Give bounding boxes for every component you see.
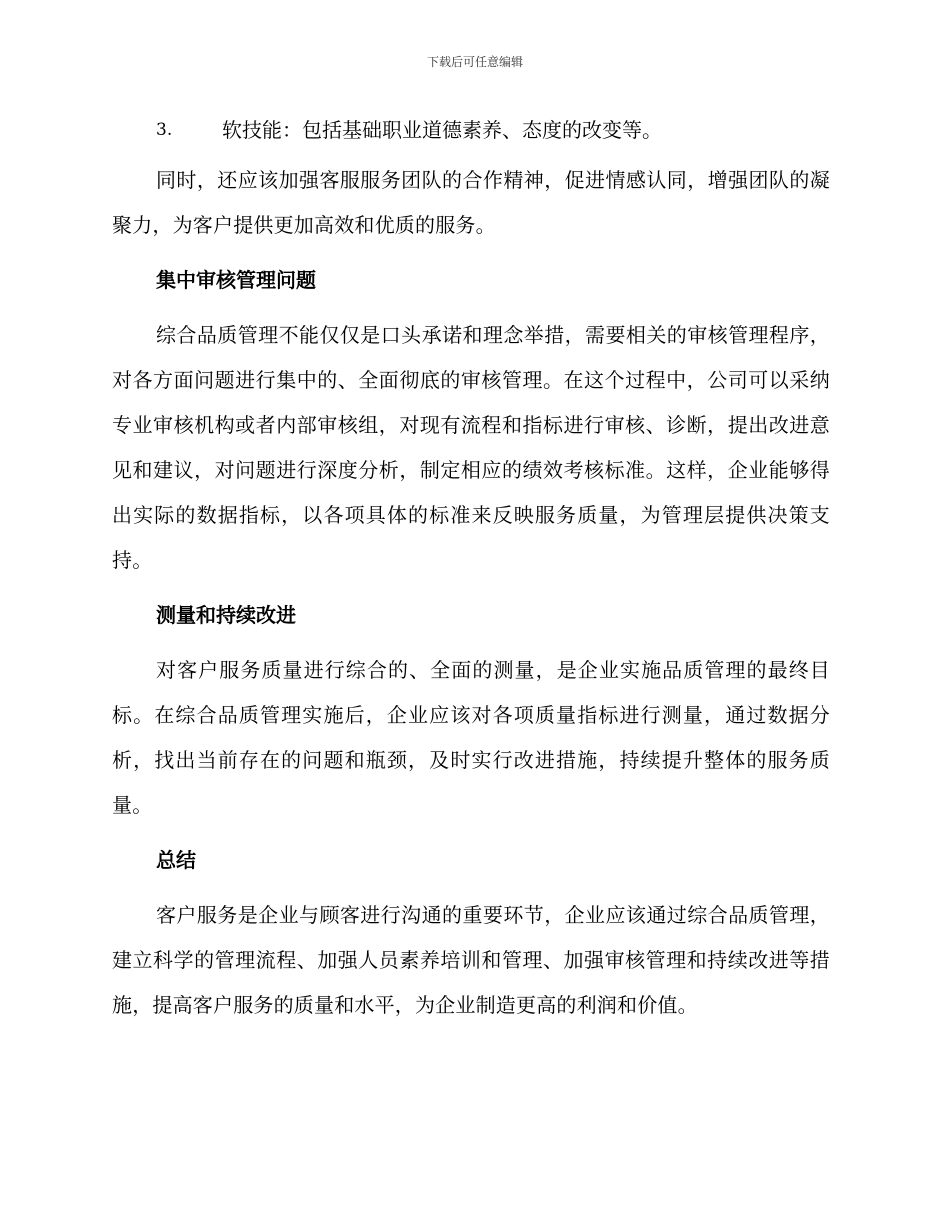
page-header: 下载后可任意编辑 <box>426 55 523 69</box>
paragraph-team-spirit: 同时，还应该加强客服服务团队的合作精神，促进情感认同，增强团队的凝聚力，为客户提供更加高效和优质的服务。 <box>112 168 830 237</box>
list-item-number: 3. <box>156 120 173 140</box>
list-item <box>112 110 830 150</box>
list-item-text: 软技能：包括基础职业道德素养、态度的改变等。 <box>222 118 662 142</box>
paragraph-summary: 客户服务是企业与顾客进行沟通的重要环节，企业应该通过综合品质管理，建立科学的管理流程、加强人员素养培训和管理、加强审核管理和持续改进等措施，提高客户服务的质量和水平，为企业制造更高的利润和价值。 <box>112 903 830 1017</box>
document-body <box>112 110 830 1038</box>
heading-summary: 总结 <box>156 848 196 872</box>
paragraph-measurement-improvement: 对客户服务质量进行综合的、全面的测量，是企业实施品质管理的最终目标。在综合品质管理实施后，企业应该对各项质量指标进行测量，通过数据分析，找出当前存在的问题和瓶颈，及时实行改进措施，持续提升整体的服务质量。 <box>112 658 830 817</box>
heading-audit-management: 集中审核管理问题 <box>156 268 316 292</box>
paragraph-audit-management: 综合品质管理不能仅仅是口头承诺和理念举措，需要相关的审核管理程序，对各方面问题进行集中的、全面彻底的审核管理。在这个过程中，公司可以采纳专业审核机构或者内部审核组，对现有流程和指标进行审核、诊断，提出改进意见和建议，对问题进行深度分析，制定相应的绩效考核标准。这样，企业能够得出实际的数据指标，以各项具体的标准来反映服务质量，为管理层提供决策支持。 <box>112 323 830 572</box>
heading-measurement-improvement: 测量和持续改进 <box>156 603 296 627</box>
